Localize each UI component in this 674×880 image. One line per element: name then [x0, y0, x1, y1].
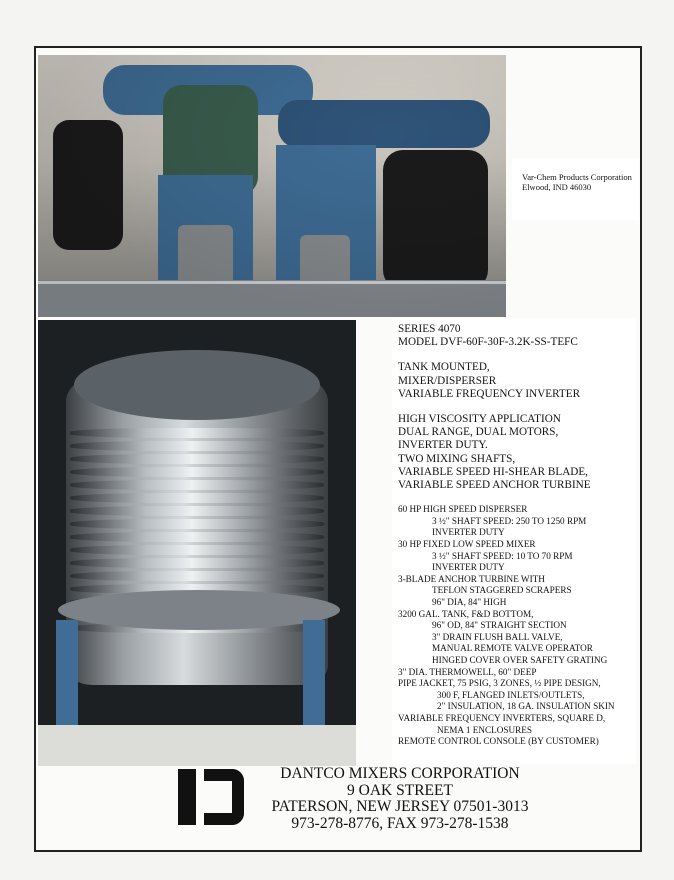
customer-label	[512, 158, 639, 220]
detail-line: 2" INSULATION, 18 GA. INSULATION SKIN	[437, 701, 615, 712]
feature-line: TWO MIXING SHAFTS,	[398, 452, 516, 465]
detail-line: 3200 GAL. TANK, F&D BOTTOM,	[398, 608, 534, 619]
feature-line: VARIABLE SPEED HI-SHEAR BLADE,	[398, 465, 588, 478]
pipe-jacket-coil	[70, 480, 324, 490]
feature-line: HIGH VISCOSITY APPLICATION	[398, 413, 561, 426]
floor	[38, 725, 356, 766]
pipe-jacket-coil	[70, 454, 324, 464]
pipe-jacket-coil	[70, 506, 324, 516]
pipe-jacket-coil	[70, 519, 324, 529]
detail-line: INVERTER DUTY	[432, 562, 505, 573]
detail-line: 60 HP HIGH SPEED DISPERSER	[398, 504, 528, 515]
detail-line: 30 HP FIXED LOW SPEED MIXER	[398, 539, 536, 550]
tank-bottom-flange	[58, 590, 340, 630]
detail-line: MANUAL REMOTE VALVE OPERATOR	[432, 643, 593, 654]
pipe-jacket-coil	[70, 545, 324, 555]
detail-line: REMOTE CONTROL CONSOLE (BY CUSTOMER)	[398, 736, 599, 747]
detail-line: PIPE JACKET, 75 PSIG, 3 ZONES, ½ PIPE DESIGN,	[398, 678, 601, 689]
pipe-jacket-coil	[70, 428, 324, 438]
detail-line: 3" DIA. THERMOWELL, 60" DEEP	[398, 666, 537, 677]
company-footer	[250, 766, 550, 832]
summary-line: TANK MOUNTED,	[398, 361, 490, 374]
pipe-jacket-coil	[70, 493, 324, 503]
series: SERIES 4070	[398, 323, 461, 335]
photo-shading	[38, 55, 506, 317]
feature-line: VARIABLE SPEED ANCHOR TURBINE	[398, 479, 591, 492]
summary-line: VARIABLE FREQUENCY INVERTER	[398, 387, 581, 400]
pipe-jacket-coil	[70, 467, 324, 477]
detail-line: INVERTER DUTY	[432, 527, 505, 538]
mixer-drives-photo	[38, 55, 506, 317]
detail-line: 96" DIA, 84" HIGH	[432, 596, 507, 607]
pipe-jacket-coil	[70, 558, 324, 568]
pipe-jacket-coil	[70, 532, 324, 542]
detail-line: 3" DRAIN FLUSH BALL VALVE,	[432, 631, 563, 642]
tank-leg-left	[56, 620, 78, 730]
company-city: PATERSON, NEW JERSEY 07501-3013	[271, 798, 529, 815]
summary-line: MIXER/DISPERSER	[398, 374, 497, 387]
detail-line: NEMA 1 ENCLOSURES	[437, 724, 532, 735]
detail-line: 300 F, FLANGED INLETS/OUTLETS,	[437, 689, 585, 700]
jacketed-tank-photo	[38, 320, 356, 766]
detail-line: 3-BLADE ANCHOR TURBINE WITH	[398, 573, 545, 584]
customer-name: Var-Chem Products Corporation	[522, 172, 632, 182]
detail-line: 3 ½" SHAFT SPEED: 250 TO 1250 RPM	[432, 515, 587, 526]
detail-line: HINGED COVER OVER SAFETY GRATING	[432, 654, 608, 665]
model: MODEL DVF-60F-30F-3.2K-SS-TEFC	[398, 336, 578, 349]
specifications	[392, 318, 636, 764]
customer-location: Elwood, IND 46030	[522, 182, 592, 192]
detail-line: TEFLON STAGGERED SCRAPERS	[432, 585, 572, 596]
feature-line: INVERTER DUTY.	[398, 439, 488, 452]
pipe-jacket-coil	[70, 441, 324, 451]
detail-line: 3 ½" SHAFT SPEED: 10 TO 70 RPM	[432, 550, 573, 561]
tank-top	[74, 350, 320, 420]
detail-line: VARIABLE FREQUENCY INVERTERS, SQUARE D,	[398, 712, 606, 723]
feature-line: DUAL RANGE, DUAL MOTORS,	[398, 426, 559, 439]
pipe-jacket-coil	[70, 571, 324, 581]
tank-leg-right	[303, 620, 325, 730]
company-name: DANTCO MIXERS CORPORATION	[280, 765, 520, 782]
company-phone: 973-278-8776, FAX 973-278-1538	[291, 814, 509, 832]
company-street: 9 OAK STREET	[347, 781, 453, 799]
detail-line: 96" OD, 84" STRAIGHT SECTION	[432, 620, 567, 631]
dantco-logo	[178, 769, 244, 825]
